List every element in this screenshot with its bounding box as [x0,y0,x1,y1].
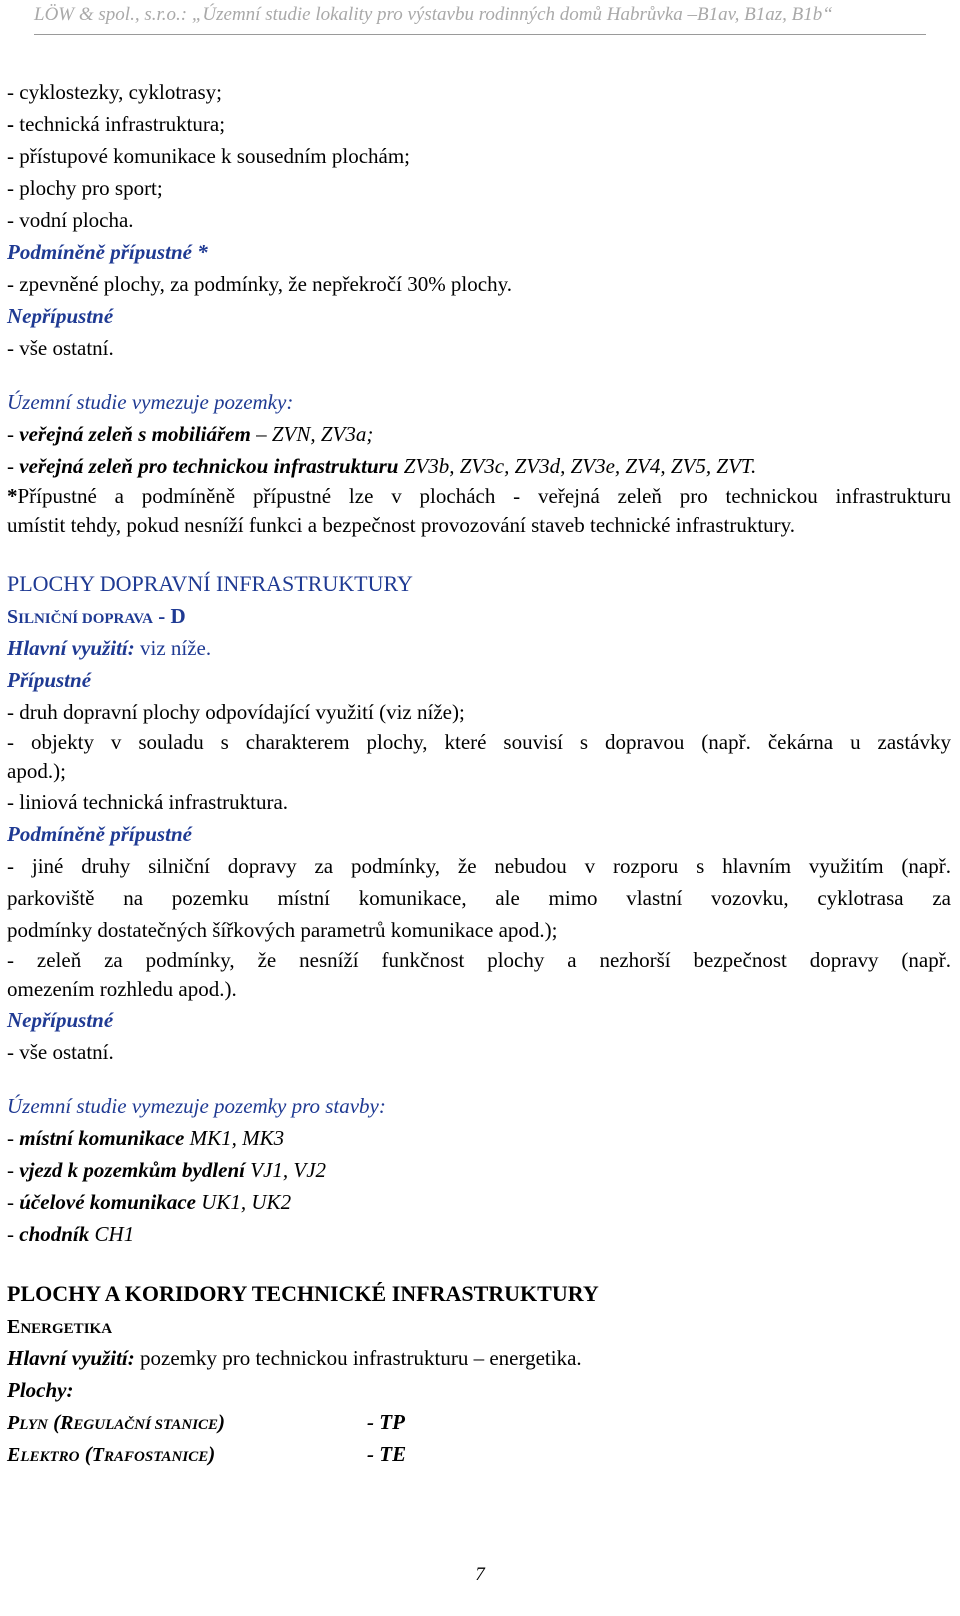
allowed-heading: Přípustné [7,668,92,692]
forbidden-heading: Nepřípustné [7,1008,114,1032]
list-item: parkoviště na pozemku místní komunikace, ale mimo vlastní vozovku, cyklotrasa za [7,886,951,910]
list-item: - objekty v souladu s charakterem plochy, které souvisí s dopravou (např. čekárna u zastávky [7,730,951,754]
list-item: - plochy pro sport; [7,176,163,200]
running-header: LÖW & spol., s.r.o.: „Územní studie lokality pro výstavbu rodinných domů Habrůvka –B1av, B1az, B1b“ [34,4,833,25]
main-use: Hlavní využití: viz níže. [7,636,212,660]
document-body [7,76,951,1470]
plot-item: - chodník CH1 [7,1222,135,1246]
list-item: - vše ostatní. [7,1040,114,1064]
list-item: - přístupové komunikace k sousedním plochám; [7,144,411,168]
plot-item: - místní komunikace MK1, MK3 [7,1126,285,1150]
section-title-transport: PLOCHY DOPRAVNÍ INFRASTRUKTURY [7,571,413,596]
plot-item: - účelové komunikace UK1, UK2 [7,1190,292,1214]
section-title-technical: PLOCHY A KORIDORY TECHNICKÉ INFRASTRUKTURY [7,1281,599,1306]
list-item: - zeleň za podmínky, že nesníží funkčnost plochy a nezhorší bezpečnost dopravy (např. [7,948,951,972]
footnote-line: *Přípustné a podmíněně přípustné lze v plochách - veřejná zeleň pro technickou infrastrukturu [7,484,951,508]
list-item: podmínky dostatečných šířkových parametrů komunikace apod.); [7,918,558,942]
subsection-title-energy: ENERGETIKA [7,1316,113,1338]
header-rule [34,34,926,35]
subsection-title-road: SILNIČNÍ DOPRAVA - D [7,604,186,628]
list-item: - vše ostatní. [7,336,114,360]
footnote-line: umístit tehdy, pokud nesníží funkci a bezpečnost provozování staveb technické infrastruktury. [7,513,796,537]
conditional-heading: Podmíněně přípustné * [7,240,208,264]
study-heading: Územní studie vymezuje pozemky pro stavby: [7,1094,386,1118]
forbidden-heading: Nepřípustné [7,304,114,328]
list-item: - technická infrastruktura; [7,112,226,136]
list-item: - zpevněné plochy, za podmínky, že nepřekročí 30% plochy. [7,272,512,296]
zone-item: - veřejná zeleň pro technickou infrastrukturu ZV3b, ZV3c, ZV3d, ZV3e, ZV4, ZV5, ZVT. [7,454,757,478]
energy-row-gas: PLYN (REGULAČNÍ STANICE) - TP [7,1410,405,1434]
list-item: - cyklostezky, cyklotrasy; [7,80,222,104]
conditional-heading: Podmíněně přípustné [7,822,192,846]
list-item: omezením rozhledu apod.). [7,977,237,1001]
plot-item: - vjezd k pozemkům bydlení VJ1, VJ2 [7,1158,327,1182]
list-item: - liniová technická infrastruktura. [7,790,289,814]
list-item: - vodní plocha. [7,208,134,232]
energy-row-electro: ELEKTRO (TRAFOSTANICE) - TE [7,1442,407,1466]
study-heading: Územní studie vymezuje pozemky: [7,390,294,414]
plochy-heading: Plochy: [7,1378,74,1402]
list-item: apod.); [7,759,66,783]
list-item: - druh dopravní plochy odpovídající využití (viz níže); [7,700,465,724]
page-number: 7 [475,1564,485,1585]
main-use: Hlavní využití: pozemky pro technickou infrastrukturu – energetika. [7,1346,582,1370]
zone-item: - veřejná zeleň s mobiliářem – ZVN, ZV3a; [7,422,374,446]
list-item: - jiné druhy silniční dopravy za podmínky, že nebudou v rozporu s hlavním využitím (např. [7,854,951,878]
